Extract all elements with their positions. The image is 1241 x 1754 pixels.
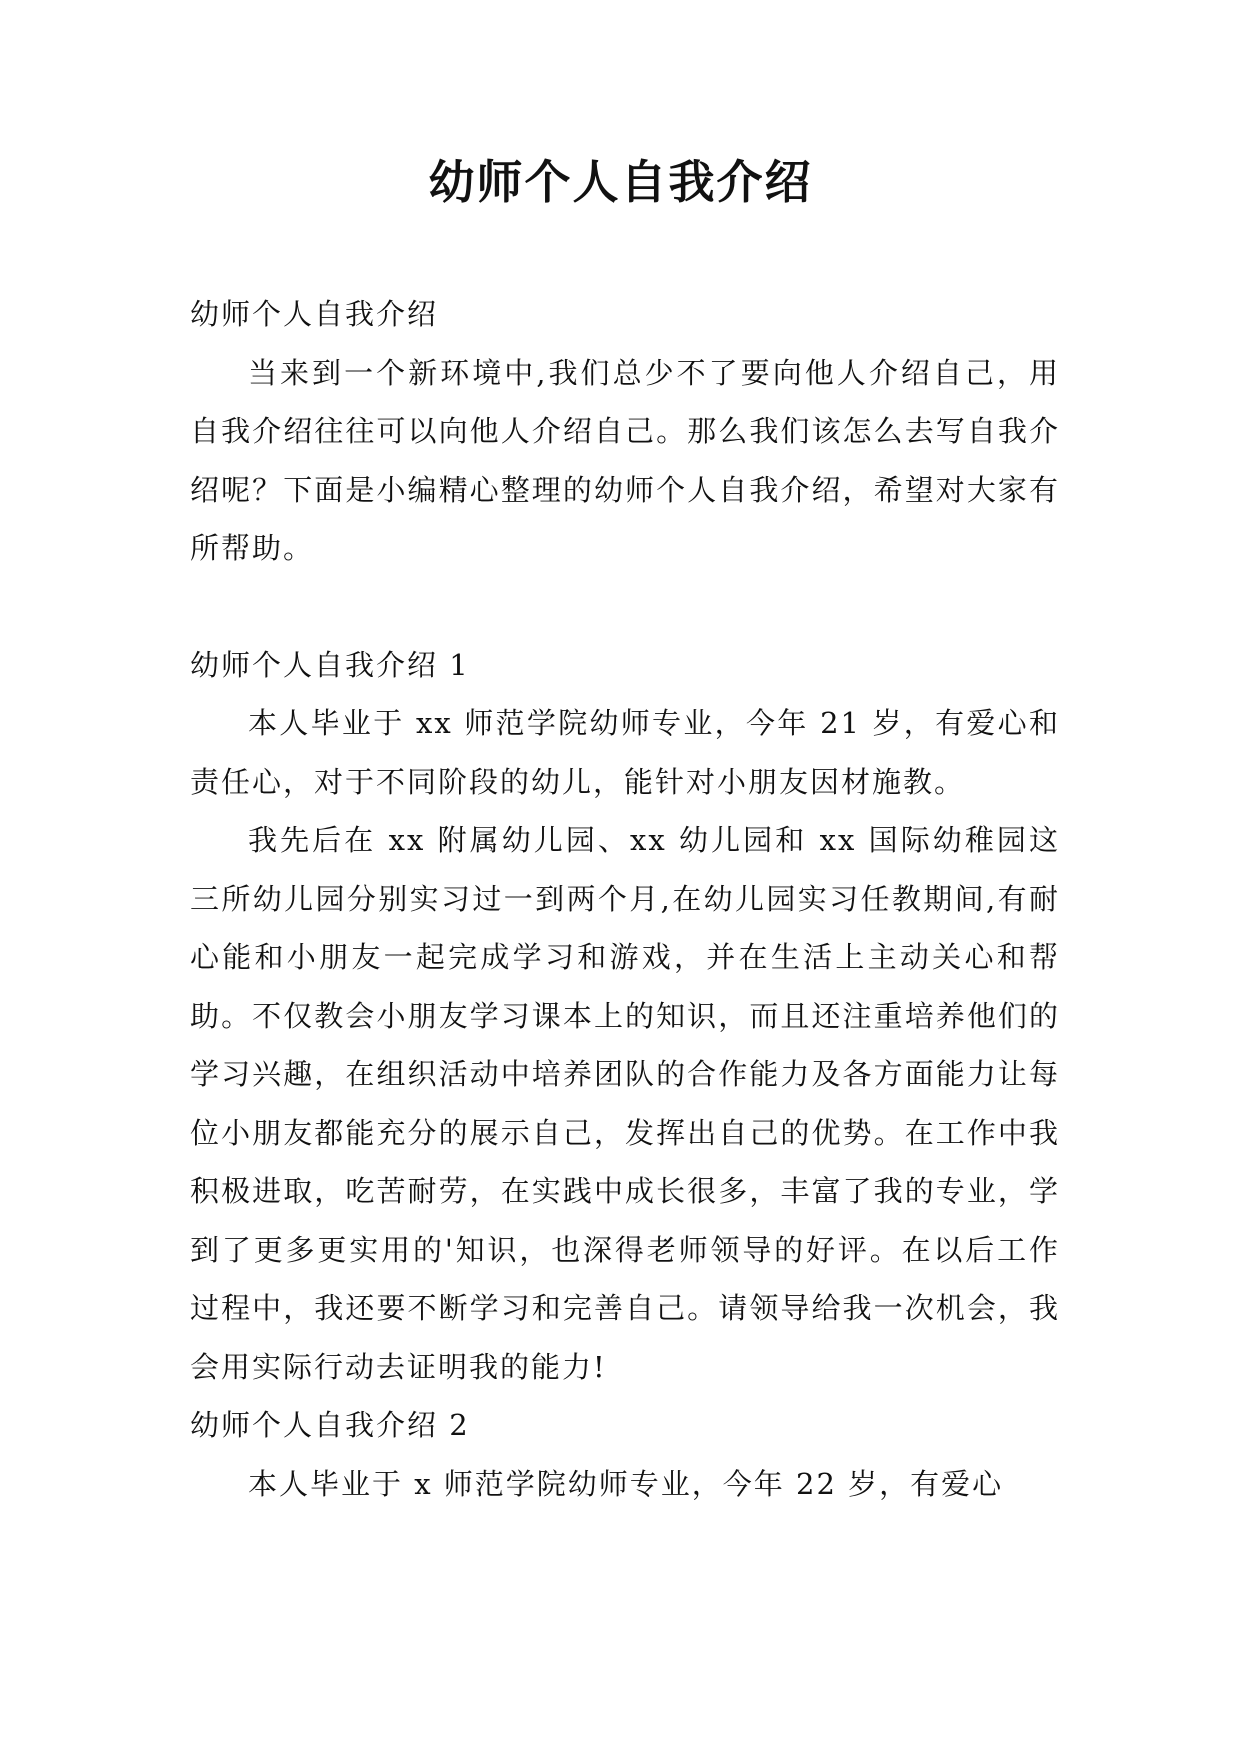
intro-paragraph: 当来到一个新环境中,我们总少不了要向他人介绍自己，用自我介绍往往可以向他人介绍自己。那么我们该怎么去写自我介绍呢？下面是小编精心整理的幼师个人自我介绍，希望对大家有所帮助。 (190, 355, 1060, 565)
section-1-paragraph-2: 我先后在 xx 附属幼儿园、xx 幼儿园和 xx 国际幼稚园这三所幼儿园分别实习过一到两个月,在幼儿园实习任教期间,有耐心能和小朋友一起完成学习和游戏，并在生活上主动关心和帮助。不仅教会小朋友学习课本上的知识，而且还注重培养他们的学习兴趣，在组织活动中培养团队的合作能力及各方面能力让每位小朋友都能充分的展示自己，发挥出自己的优势。在工作中我积极进取，吃苦耐劳，在实践中成长很多，丰富了我的专业，学到了更多更实用的'知识，也深得老师领导的好评。在以后工作过程中，我还要不断学习和完善自己。请领导给我一次机会，我会用实际行动去证明我的能力! (190, 823, 1060, 1384)
section-1-heading: 幼师个人自我介绍 1 (190, 647, 470, 682)
document-body (190, 285, 1060, 1513)
intro-heading: 幼师个人自我介绍 (190, 297, 439, 331)
section-1-paragraph-1: 本人毕业于 xx 师范学院幼师专业，今年 21 岁，有爱心和责任心，对于不同阶段的幼儿，能针对小朋友因材施教。 (190, 706, 1060, 799)
spacer (190, 578, 1060, 636)
document-title: 幼师个人自我介绍 (428, 155, 813, 209)
section-2-heading: 幼师个人自我介绍 2 (190, 1408, 470, 1442)
section-2-paragraph-1: 本人毕业于 x 师范学院幼师专业，今年 22 岁，有爱心 (248, 1466, 1004, 1501)
